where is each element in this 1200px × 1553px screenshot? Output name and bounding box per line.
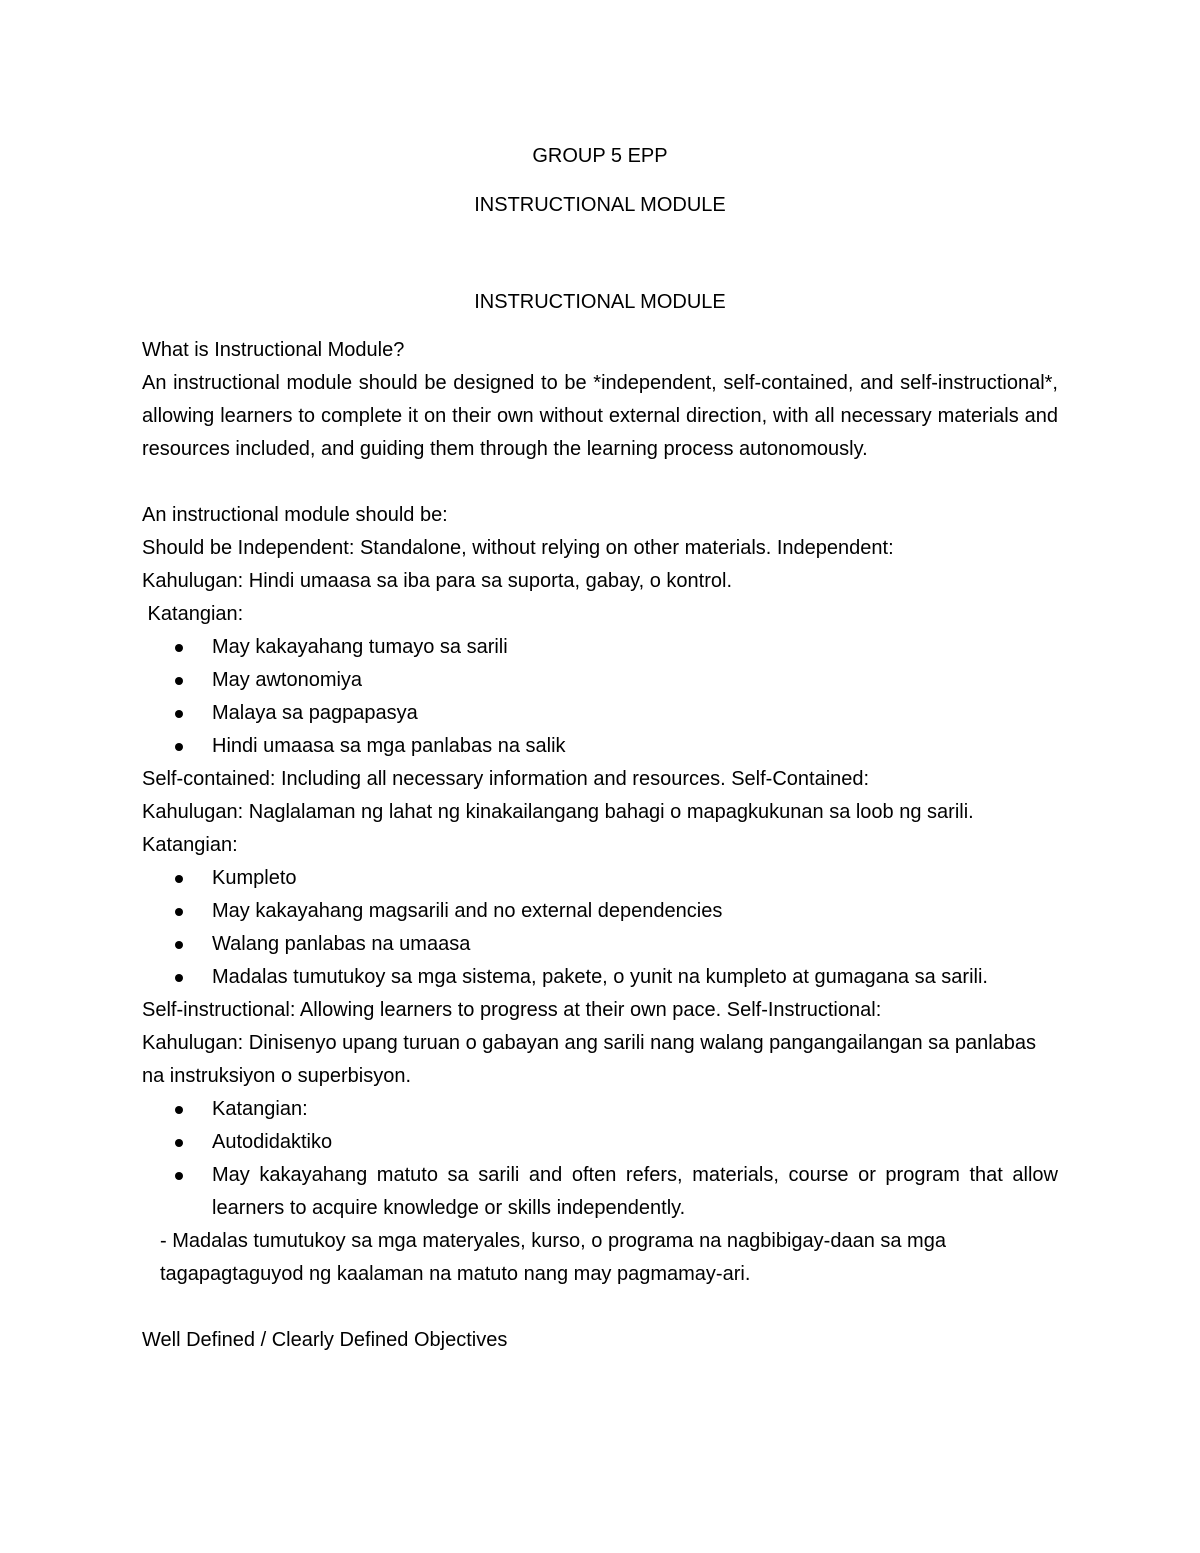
self-contained-list xyxy=(142,862,1058,994)
document-title-module: INSTRUCTIONAL MODULE xyxy=(474,194,726,216)
list-item: Malaya sa pagpapasya xyxy=(142,697,1058,730)
bullet-icon xyxy=(175,743,183,751)
self-contained-kahulugan: Kahulugan: Naglalaman ng lahat ng kinakailangang bahagi o mapagkukunan sa loob ng sarili. xyxy=(142,801,974,823)
blank-line xyxy=(142,1291,1058,1324)
independent-kahulugan: Kahulugan: Hindi umaasa sa iba para sa suporta, gabay, o kontrol. xyxy=(142,570,732,592)
bullet-icon xyxy=(175,875,183,883)
section-title-module: INSTRUCTIONAL MODULE xyxy=(474,291,726,313)
bullet-icon xyxy=(175,710,183,718)
self-instructional-dash-note: - Madalas tumutukoy sa mga materyales, kurso, o programa na nagbibigay-daan sa mga tagapagtaguyod ng kaalaman na matuto nang may pagmamay-ari. xyxy=(160,1230,946,1285)
bullet-icon xyxy=(175,1139,183,1147)
bullet-icon xyxy=(175,677,183,685)
list-item: May kakayahang matuto sa sarili and often refers, materials, course or program that allow learners to acquire knowledge or skills independently. xyxy=(142,1159,1058,1225)
list-item: Katangian: xyxy=(142,1093,1058,1126)
list-item: Hindi umaasa sa mga panlabas na salik xyxy=(142,730,1058,763)
independent-katangian: Katangian: xyxy=(142,603,244,625)
bullet-icon xyxy=(175,644,183,652)
self-instructional-kahulugan: Kahulugan: Dinisenyo upang turuan o gabayan ang sarili nang walang pangangailangan sa panlabas na instruksiyon o superbisyon. xyxy=(142,1032,1037,1087)
bullet-icon xyxy=(175,941,183,949)
bullet-icon xyxy=(175,974,183,982)
bullet-icon xyxy=(175,1172,183,1180)
list-item: May awtonomiya xyxy=(142,664,1058,697)
list-item: Madalas tumutukoy sa mga sistema, pakete, o yunit na kumpleto at gumagana sa sarili. xyxy=(142,961,1058,994)
bullet-icon xyxy=(175,908,183,916)
independent-line: Should be Independent: Standalone, without relying on other materials. Independent: xyxy=(142,537,894,559)
list-item: Kumpleto xyxy=(142,862,1058,895)
self-instructional-list xyxy=(142,1093,1058,1225)
blank-line xyxy=(142,466,1058,499)
self-contained-katangian: Katangian: xyxy=(142,834,238,856)
bullet-icon xyxy=(175,1106,183,1114)
self-instructional-line: Self-instructional: Allowing learners to progress at their own pace. Self-Instructional: xyxy=(142,999,882,1021)
document-body xyxy=(142,334,1058,1357)
list-item: Autodidaktiko xyxy=(142,1126,1058,1159)
document-title-group: GROUP 5 EPP xyxy=(532,145,668,167)
independent-list xyxy=(142,631,1058,763)
list-item: Walang panlabas na umaasa xyxy=(142,928,1058,961)
list-item: May kakayahang magsarili and no external dependencies xyxy=(142,895,1058,928)
intro-question: What is Instructional Module? xyxy=(142,339,405,361)
self-contained-line: Self-contained: Including all necessary information and resources. Self-Contained: xyxy=(142,768,870,790)
list-item: May kakayahang tumayo sa sarili xyxy=(142,631,1058,664)
intro-paragraph: An instructional module should be designed to be *independent, self-contained, and self-instructional*, allowing learners to complete it on their own without external direction, with all necessary materials and resources included, and guiding them through the learning process autonomously. xyxy=(142,372,1058,460)
should-be-heading: An instructional module should be: xyxy=(142,504,448,526)
next-section-heading: Well Defined / Clearly Defined Objectives xyxy=(142,1329,508,1351)
